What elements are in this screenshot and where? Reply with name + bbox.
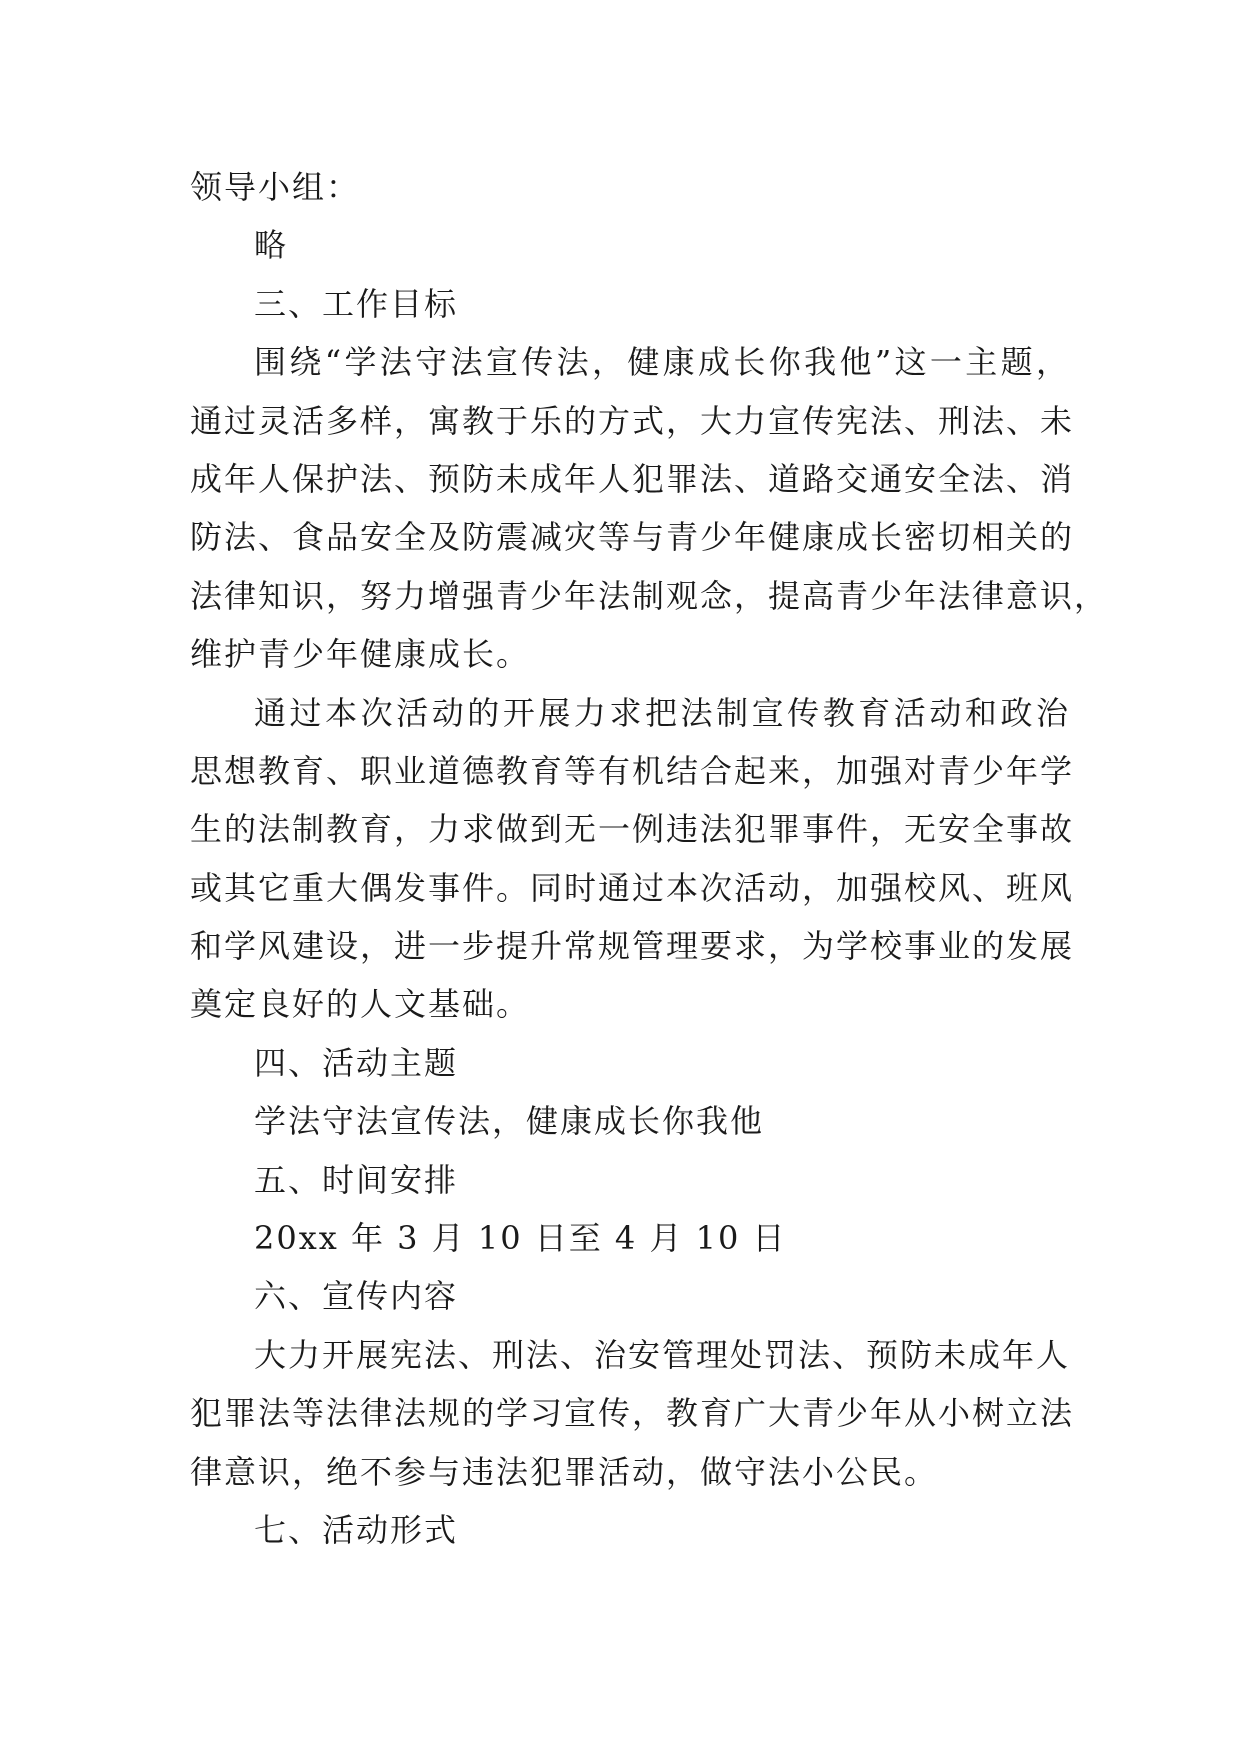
paragraph-line: 和学风建设，进一步提升常规管理要求，为学校事业的发展: [190, 927, 1075, 966]
paragraph-line: 大力开展宪法、刑法、治安管理处罚法、预防未成年人: [254, 1335, 1071, 1374]
section-heading-schedule: 五、时间安排: [254, 1160, 459, 1199]
leadership-group-content: 略: [254, 226, 289, 265]
paragraph-line: 法律知识，努力增强青少年法制观念，提高青少年法律意识，: [190, 576, 1109, 615]
paragraph-line: 通过灵活多样，寓教于乐的方式，大力宣传宪法、刑法、未: [190, 401, 1075, 440]
paragraph-line: 或其它重大偶发事件。同时通过本次活动，加强校风、班风: [190, 868, 1075, 907]
paragraph-line: 思想教育、职业道德教育等有机结合起来，加强对青少年学: [190, 751, 1075, 790]
theme-content: 学法守法宣传法，健康成长你我他: [254, 1102, 765, 1141]
paragraph-line: 围绕“学法守法宣传法，健康成长你我他”这一主题，: [254, 343, 1070, 382]
section-heading-content: 六、宣传内容: [254, 1277, 459, 1316]
document-body: [190, 158, 1109, 1559]
schedule-content: 20xx 年 3 月 10 日至 4 月 10 日: [254, 1219, 787, 1258]
section-heading-theme: 四、活动主题: [254, 1043, 459, 1082]
leadership-group-label: 领导小组：: [190, 168, 361, 206]
paragraph-line: 生的法制教育，力求做到无一例违法犯罪事件，无安全事故: [190, 810, 1075, 849]
paragraph-line: 通过本次活动的开展力求把法制宣传教育活动和政治: [254, 693, 1070, 732]
paragraph-line: 成年人保护法、预防未成年人犯罪法、道路交通安全法、消: [190, 459, 1075, 498]
paragraph-line: 犯罪法等法律法规的学习宣传，教育广大青少年从小树立法: [190, 1394, 1075, 1433]
section-heading-goals: 三、工作目标: [254, 284, 459, 323]
paragraph-line: 维护青少年健康成长。: [190, 635, 531, 674]
section-heading-format: 七、活动形式: [254, 1510, 459, 1549]
paragraph-line: 律意识，绝不参与违法犯罪活动，做守法小公民。: [190, 1452, 939, 1491]
paragraph-line: 防法、食品安全及防震减灾等与青少年健康成长密切相关的: [190, 518, 1075, 557]
paragraph-line: 奠定良好的人文基础。: [190, 985, 531, 1024]
